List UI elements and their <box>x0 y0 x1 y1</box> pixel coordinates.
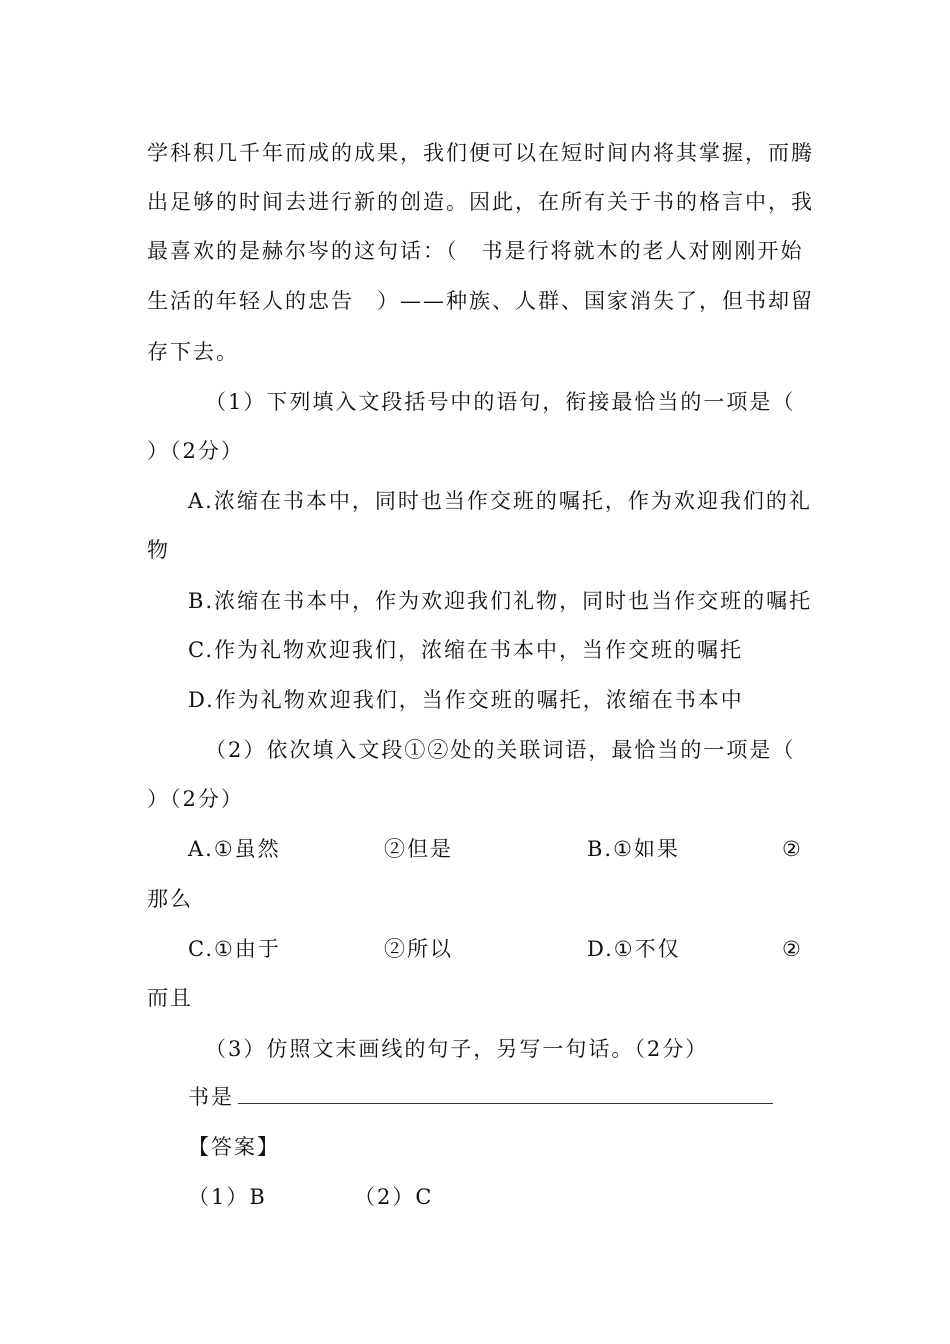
passage-line: 存下去。 <box>147 340 239 364</box>
question-2-option-b-cont: 那么 <box>147 887 193 911</box>
question-2-option-a-second: ②但是 <box>384 837 453 861</box>
answer-1: （1）B <box>188 1185 267 1209</box>
question-3-stem: （3）仿照文末画线的句子，另写一句话。（2分） <box>205 1037 709 1061</box>
question-1-stem: （1）下列填入文段括号中的语句，衔接最恰当的一项是（ <box>205 390 796 414</box>
question-1-option-d: D.作为礼物欢迎我们，当作交班的嘱托，浓缩在书本中 <box>188 688 744 712</box>
question-1-option-a: A.浓缩在书本中，同时也当作交班的嘱托，作为欢迎我们的礼 <box>188 489 812 513</box>
question-2-option-d-cont: 而且 <box>147 986 193 1010</box>
question-1-option-c: C.作为礼物欢迎我们，浓缩在书本中，当作交班的嘱托 <box>188 638 743 662</box>
question-1-option-a-cont: 物 <box>147 538 170 562</box>
question-1-option-b: B.浓缩在书本中，作为欢迎我们礼物，同时也当作交班的嘱托 <box>188 589 813 613</box>
question-2-option-b-second: ② <box>782 837 803 861</box>
question-2-option-d: D.①不仅 <box>587 937 681 961</box>
question-2-option-c-second: ②所以 <box>384 937 453 961</box>
passage-line: 最喜欢的是赫尔岑的这句话：（ 书是行将就木的老人对刚刚开始 <box>147 239 804 263</box>
question-1-stem-end: ）（2分） <box>147 439 244 463</box>
answer-heading: 【答案】 <box>188 1135 280 1159</box>
answer-blank <box>238 1083 773 1104</box>
question-3-prefix: 书是 <box>188 1085 234 1109</box>
passage-line: 生活的年轻人的忠告 ）——种族、人群、国家消失了，但书却留 <box>147 289 814 313</box>
question-3-answer-line <box>188 1083 773 1111</box>
passage-line: 学科积几千年而成的成果，我们便可以在短时间内将其掌握，而腾 <box>147 141 814 165</box>
question-2-option-a: A.①虽然 <box>188 837 281 861</box>
passage-line: 出足够的时间去进行新的创造。因此，在所有关于书的格言中，我 <box>147 190 814 214</box>
question-2-stem: （2）依次填入文段①②处的关联词语，最恰当的一项是（ <box>205 738 796 762</box>
question-2-option-c: C.①由于 <box>188 937 281 961</box>
answer-2: （2）C <box>354 1185 434 1209</box>
question-2-option-b: B.①如果 <box>587 837 680 861</box>
question-2-stem-end: ）（2分） <box>147 787 244 811</box>
question-2-option-d-second: ② <box>782 937 803 961</box>
